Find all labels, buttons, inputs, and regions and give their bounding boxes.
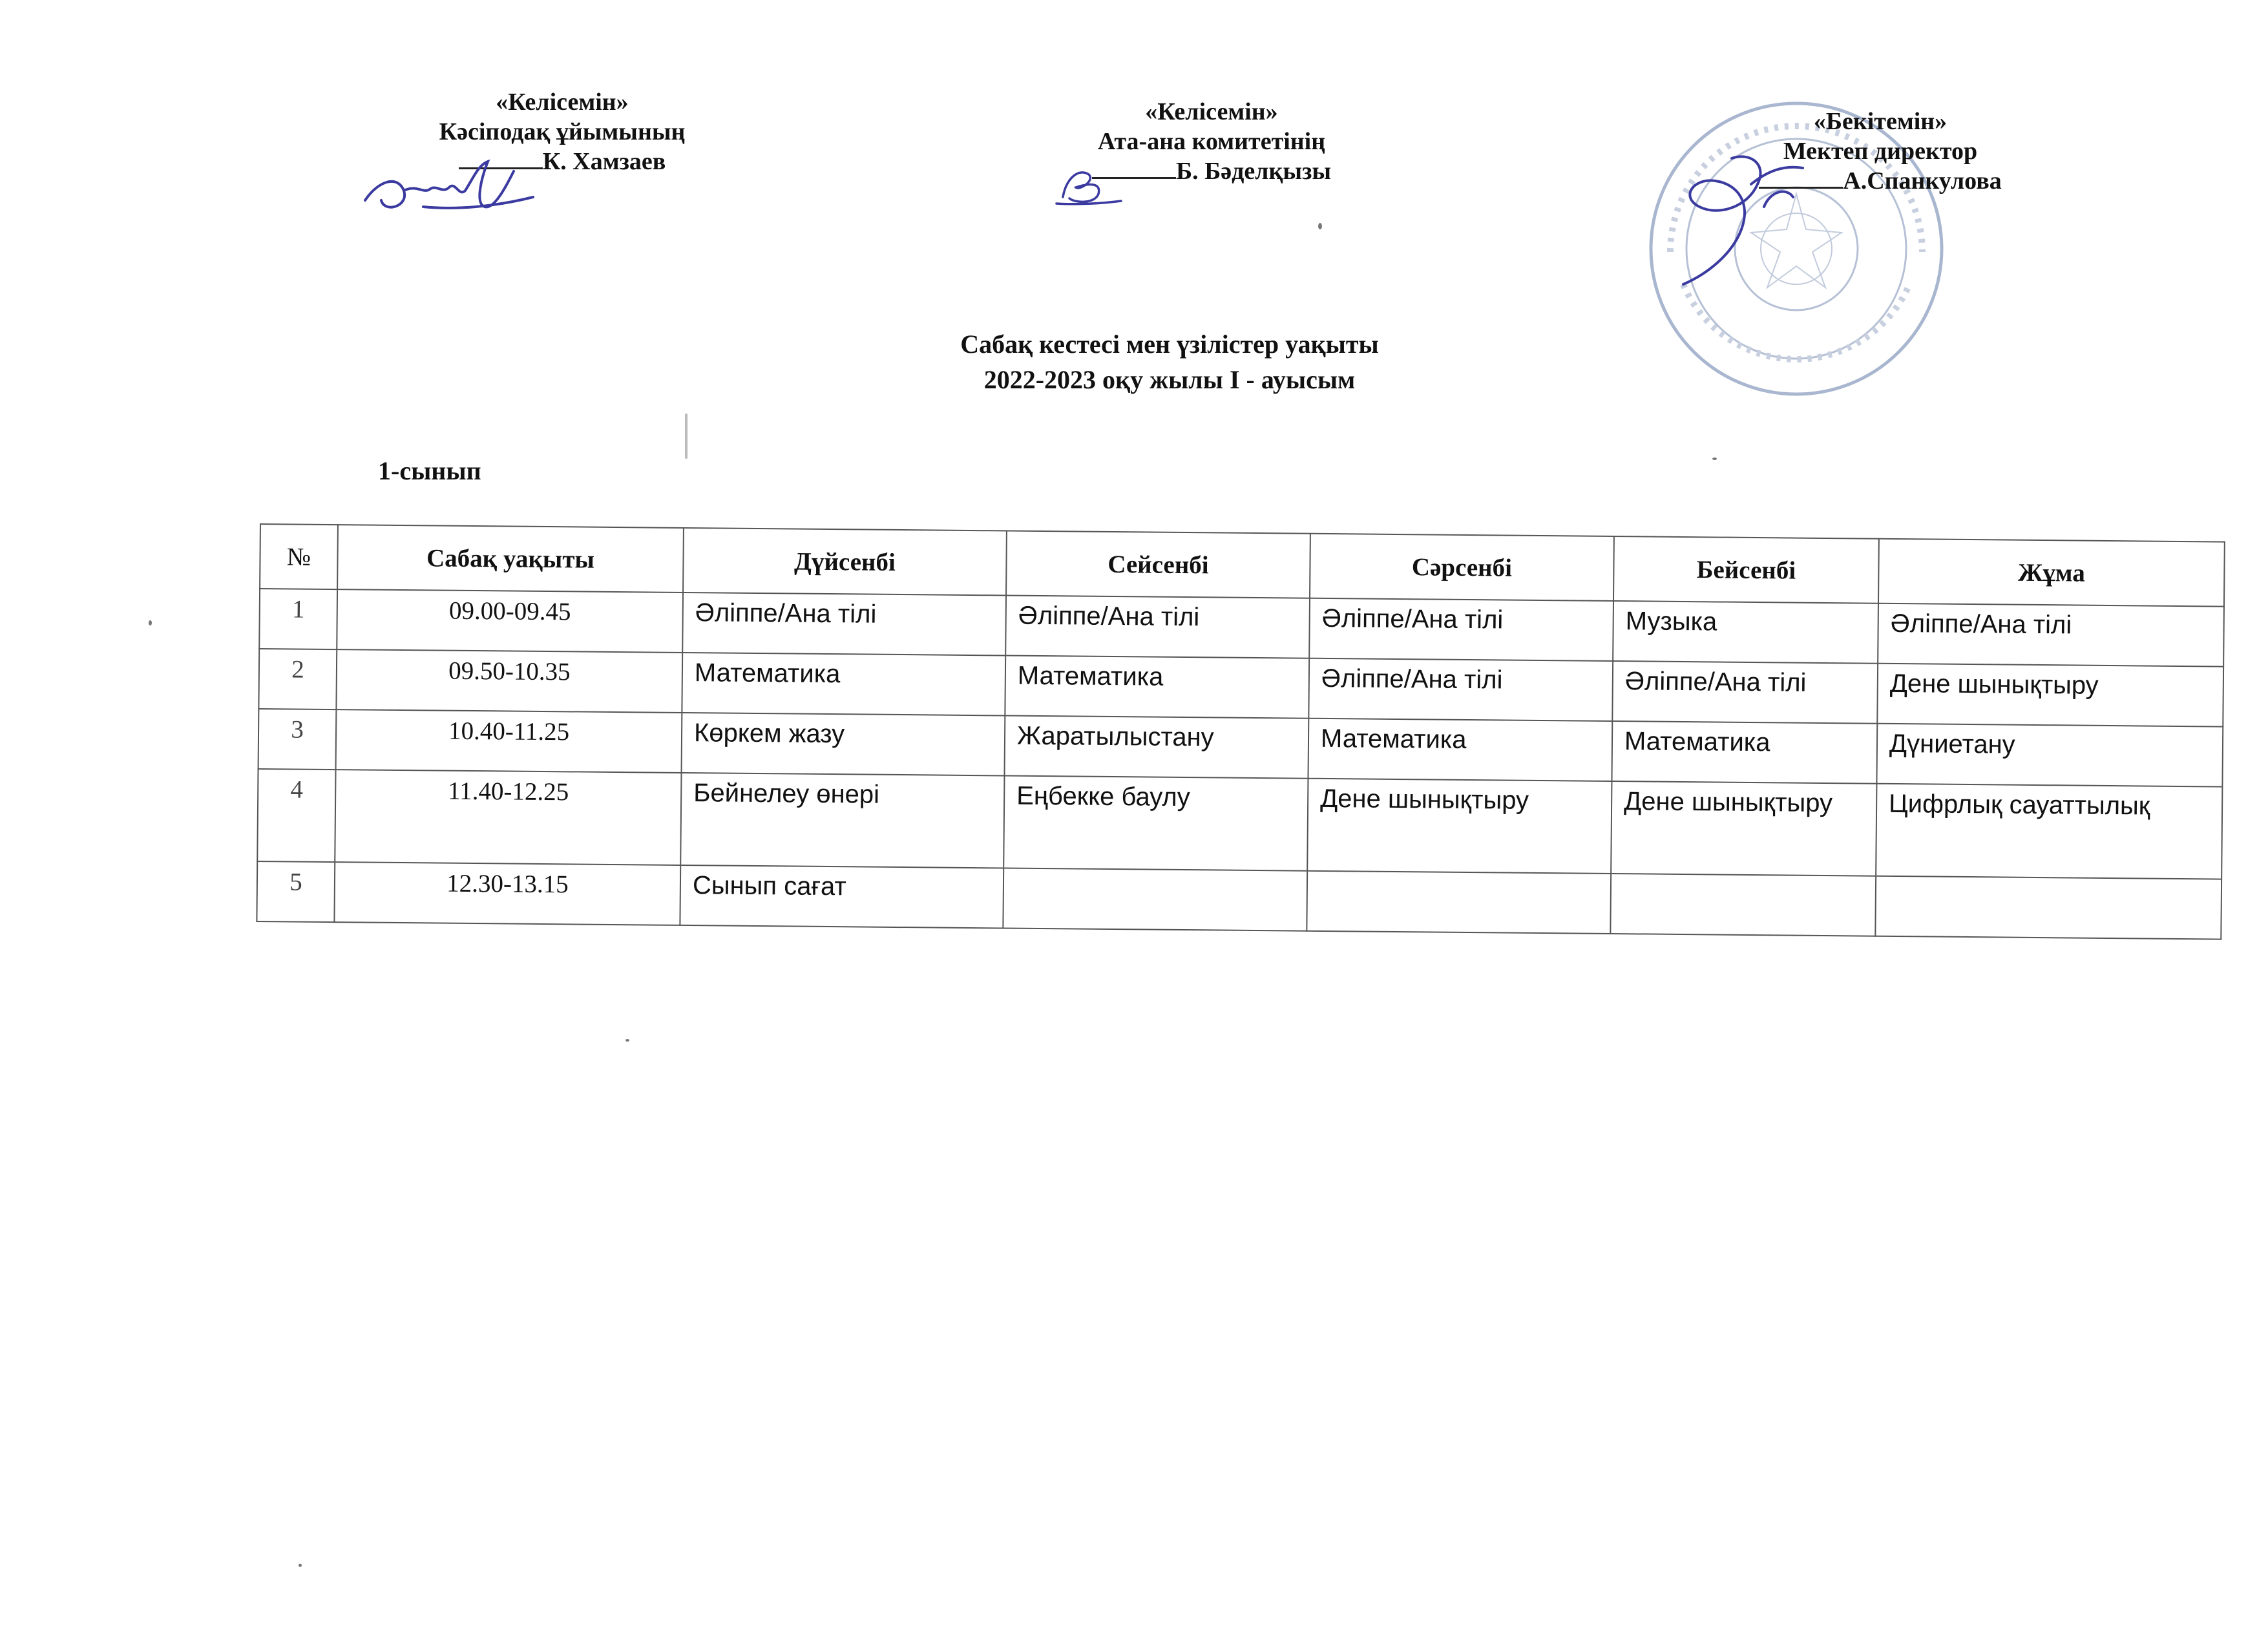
cell-tuesday xyxy=(1003,868,1307,930)
scan-speck xyxy=(1318,223,1322,229)
scan-speck xyxy=(1712,457,1717,460)
header-thursday: Бейсенбі xyxy=(1613,536,1879,604)
cell-thursday: Математика xyxy=(1612,721,1877,784)
signature-line xyxy=(459,148,543,169)
row-time: 09.50-10.35 xyxy=(336,649,682,713)
approval-mid-role: Ата-ана комитетінің xyxy=(1097,128,1326,155)
header-monday: Дүйсенбі xyxy=(683,528,1007,596)
cell-monday: Бейнелеу өнері xyxy=(680,773,1004,868)
header-tuesday: Сейсенбі xyxy=(1006,530,1310,598)
cell-thursday xyxy=(1610,874,1876,936)
approval-left-heading: «Келісемін» xyxy=(496,89,629,116)
table-row xyxy=(257,769,2222,879)
cell-monday: Әліппе/Ана тілі xyxy=(682,593,1006,656)
signature-line xyxy=(1759,167,1843,189)
cell-wednesday: Әліппе/Ана тілі xyxy=(1308,658,1613,721)
schedule-table xyxy=(256,523,2225,940)
row-number: 3 xyxy=(258,709,337,770)
cell-thursday: Дене шынықтыру xyxy=(1611,781,1876,876)
cell-monday: Сынып сағат xyxy=(680,865,1003,929)
row-time: 10.40-11.25 xyxy=(336,709,682,773)
row-number: 4 xyxy=(257,769,335,862)
header-number: № xyxy=(260,524,338,589)
cell-friday xyxy=(1875,876,2221,940)
approval-trade-union xyxy=(381,87,743,176)
cell-wednesday: Математика xyxy=(1308,719,1612,781)
header-friday: Жұма xyxy=(1878,539,2225,607)
approval-right-signer xyxy=(1680,166,2081,196)
row-number: 1 xyxy=(259,589,337,649)
class-label: 1-сынып xyxy=(378,456,481,485)
scan-speck xyxy=(299,1564,302,1567)
approval-parent-committee xyxy=(1031,97,1392,186)
cell-friday: Дүниетану xyxy=(1876,724,2223,787)
cell-tuesday: Жаратылыстану xyxy=(1005,715,1309,778)
cell-tuesday: Математика xyxy=(1005,655,1309,718)
scan-speck xyxy=(149,620,152,625)
approval-left-signer xyxy=(381,147,743,176)
header-wednesday: Сәрсенбі xyxy=(1310,534,1614,601)
row-number: 2 xyxy=(258,649,337,709)
cell-wednesday: Әліппе/Ана тілі xyxy=(1309,598,1613,661)
cell-friday: Дене шынықтыру xyxy=(1877,664,2223,727)
approval-mid-name: Б. Бәделқызы xyxy=(1175,158,1332,185)
approval-left-role: Кәсіподақ ұйымының xyxy=(439,118,686,145)
scan-speck xyxy=(625,1039,629,1042)
row-time: 12.30-13.15 xyxy=(334,862,680,925)
approval-right-name: А.Спанкулова xyxy=(1843,167,2002,194)
cell-wednesday: Дене шынықтыру xyxy=(1307,779,1612,874)
cell-friday: Цифрлық сауаттылық xyxy=(1876,784,2222,879)
approval-right-role: Мектеп директор xyxy=(1783,138,1978,165)
cell-thursday: Музыка xyxy=(1613,601,1878,664)
scan-speck xyxy=(685,414,688,459)
approval-right-heading: «Бекітемін» xyxy=(1813,108,1948,135)
document-subtitle: 2022-2023 оқу жылы І - ауысым xyxy=(983,365,1356,394)
row-time: 09.00-09.45 xyxy=(337,589,683,653)
cell-wednesday xyxy=(1307,871,1611,934)
signature-line xyxy=(1092,158,1176,179)
cell-thursday: Әліппе/Ана тілі xyxy=(1612,661,1878,724)
document-title: Сабақ кестесі мен үзілістер уақыты xyxy=(960,330,1379,359)
cell-tuesday: Әліппе/Ана тілі xyxy=(1005,595,1310,658)
schedule-table-wrapper xyxy=(256,523,2223,940)
header-lesson-time: Сабақ уақыты xyxy=(337,525,684,593)
row-number: 5 xyxy=(257,861,335,922)
cell-monday: Көркем жазу xyxy=(682,713,1005,776)
approval-mid-signer xyxy=(1031,156,1392,186)
approval-left-name: К. Хамзаев xyxy=(542,148,666,175)
row-time: 11.40-12.25 xyxy=(335,770,681,865)
cell-friday: Әліппе/Ана тілі xyxy=(1878,604,2224,667)
approval-director xyxy=(1680,107,2081,196)
cell-tuesday: Еңбекке баулу xyxy=(1003,775,1308,870)
approval-mid-heading: «Келісемін» xyxy=(1145,98,1278,125)
cell-monday: Математика xyxy=(682,653,1005,716)
